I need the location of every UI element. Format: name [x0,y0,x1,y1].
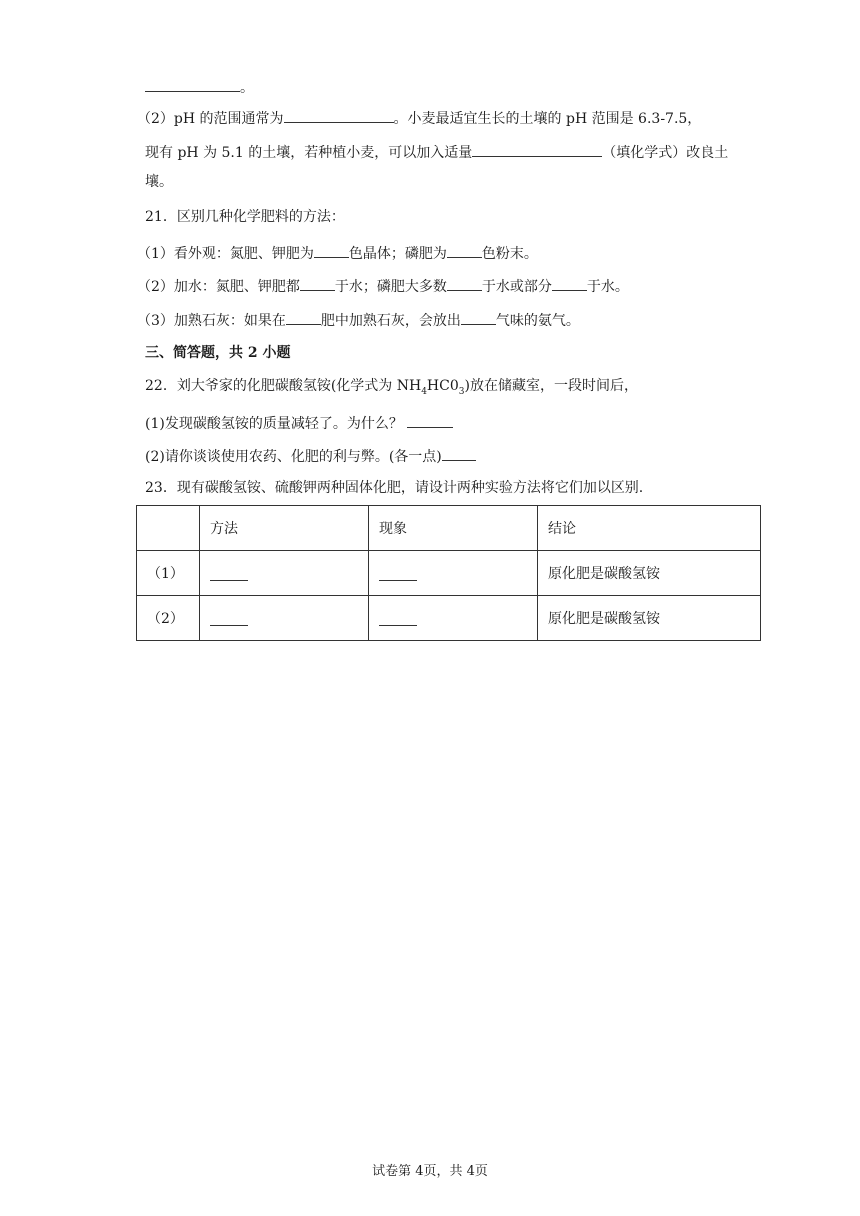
row-label: （2） [137,596,200,641]
q20-p2-text-e: 壤。 [145,174,173,190]
answer-blank[interactable] [447,241,482,258]
q21-l3-text-b: 肥中加熟石灰，会放出 [320,313,461,329]
answer-blank[interactable] [447,274,482,291]
q22-subscript: 3 [458,386,465,397]
q21-l1-text-b: 色晶体；磷肥为 [348,246,447,262]
q21-l3-text-a: （3）加熟石灰：如果在 [137,313,286,329]
row-label: （1） [137,551,200,596]
q22-intro-b: HC0 [426,378,459,394]
q20-tail-punct: 。 [240,80,254,96]
q21-line3 [137,308,580,331]
q20-part2-line2 [145,140,728,163]
q20-p2-text-b: 。小麦最适宜生长的土壤的 pH 范围是 6.3-7.5， [393,111,702,127]
q22-intro-a: 22．刘大爷家的化肥碳酸氢铵(化学式为 NH [145,378,422,394]
q22-intro-c: )放在储藏室，一段时间后， [464,378,638,394]
q21-title: 21．区别几种化学肥料的方法： [145,209,345,225]
q21-line2 [137,274,629,297]
q20-part2-line1 [137,106,701,129]
answer-blank[interactable] [210,566,248,581]
q20-tail-line [145,75,254,98]
q22-intro [145,376,638,402]
conclusion-cell: 原化肥是碳酸氢铵 [538,551,761,596]
answer-blank[interactable] [286,308,321,325]
q20-part2-line3 [145,172,173,192]
table-row [137,551,761,596]
answer-blank[interactable] [552,274,587,291]
q22-part1 [145,411,453,434]
q21-l2-text-a: （2）加水：氮肥、钾肥都 [137,279,300,295]
table-header-cell: 结论 [538,506,761,551]
table-header-cell: 方法 [200,506,369,551]
q21-l3-text-c: 气味的氨气。 [495,313,580,329]
answer-blank[interactable] [442,444,476,461]
q22-p1-text: (1)发现碳酸氢铵的质量减轻了。为什么？ [145,416,403,432]
q21-l2-text-b: 于水；磷肥大多数 [334,279,447,295]
q22-part2 [145,444,476,467]
answer-blank[interactable] [379,611,417,626]
table-header-row [137,506,761,551]
q21-l1-text-c: 色粉末。 [481,246,538,262]
answer-blank[interactable] [145,75,240,92]
table-header-cell [137,506,200,551]
q21-l2-text-d: 于水。 [586,279,629,295]
q23-intro: 23．现有碳酸氢铵、硫酸钾两种固体化肥，请设计两种实验方法将它们加以区别. [145,480,644,496]
q21-l2-text-c: 于水或部分 [481,279,552,295]
answer-blank[interactable] [407,411,453,428]
method-cell[interactable] [200,596,369,641]
phenomenon-cell[interactable] [369,596,538,641]
answer-table [136,505,761,641]
answer-blank[interactable] [210,611,248,626]
section-heading: 三、简答题，共 2 小题 [145,345,291,361]
page-footer: 试卷第 4页，共 4页 [372,1164,488,1179]
q22-subscript: 4 [421,386,427,397]
answer-blank[interactable] [472,140,602,157]
phenomenon-cell[interactable] [369,551,538,596]
q20-p2-text-a: （2）pH 的范围通常为 [137,111,284,127]
answer-blank[interactable] [379,566,417,581]
method-cell[interactable] [200,551,369,596]
table-header-cell: 现象 [369,506,538,551]
q22-p2-text: (2)请你谈谈使用农药、化肥的利与弊。(各一点) [145,449,442,465]
q20-p2-text-c: 现有 pH 为 5.1 的土壤，若种植小麦，可以加入适量 [145,145,473,161]
table-row [137,596,761,641]
answer-blank[interactable] [461,308,496,325]
conclusion-cell: 原化肥是碳酸氢铵 [538,596,761,641]
q21-l1-text-a: （1）看外观：氮肥、钾肥为 [137,246,314,262]
answer-blank[interactable] [314,241,349,258]
q21-line1 [137,241,538,264]
q20-p2-text-d: （填化学式）改良土 [602,145,729,161]
answer-blank[interactable] [284,106,394,123]
answer-blank[interactable] [300,274,335,291]
